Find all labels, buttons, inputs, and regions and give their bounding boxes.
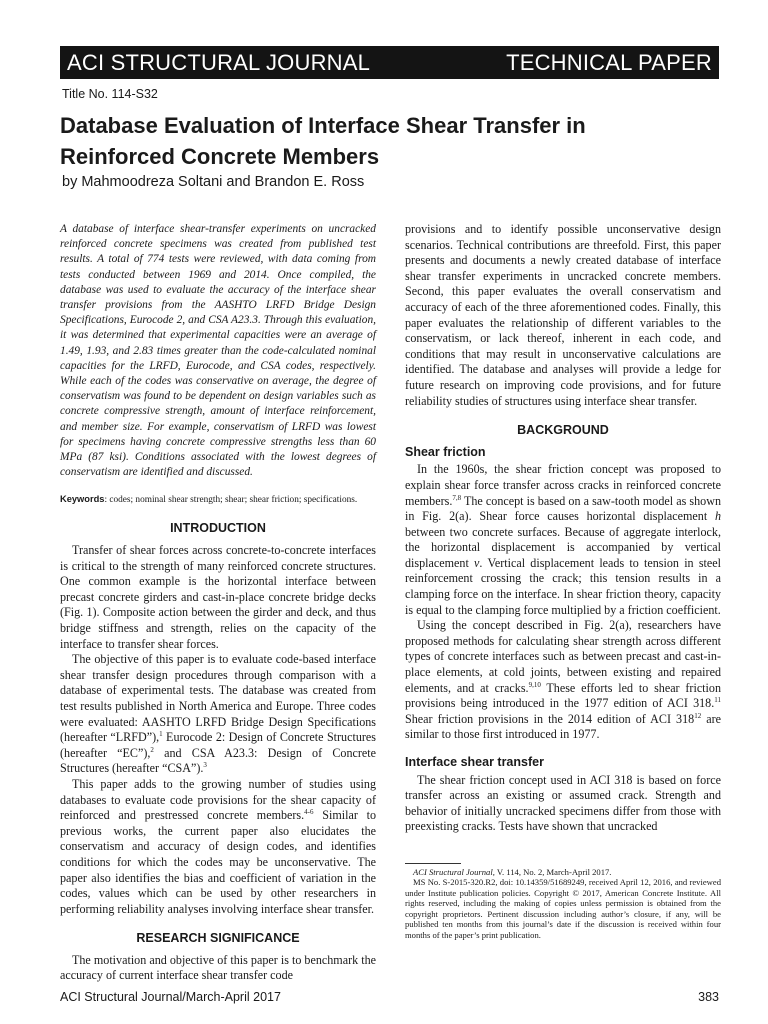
shear-friction-subheading: Shear friction (405, 444, 486, 459)
footer-journal: ACI Structural Journal/March-April 2017 (60, 990, 281, 1004)
introduction-heading: INTRODUCTION (170, 521, 266, 536)
right-column (405, 222, 721, 940)
paper-title: Database Evaluation of Interface Shear Transfer in Reinforced Concrete Members (60, 113, 586, 169)
interface-shear-paragraph: The shear friction concept used in ACI 318 is based on force transfer across an existing or assumed crack. Strength and behavior of initially uncracked specimens differ from those with preexisting cracks. Tests have shown that uncracked (405, 772, 721, 834)
page-footer (60, 990, 719, 1004)
research-significance-continued: provisions and to identify possible unconservative design scenarios. Technical contributions are threefold. First, this paper presents and documents a newly created database of interface shear transfer experiments in uncracked concrete members. Second, this paper evaluates the overall conservatism and accuracy of each of the three aforementioned codes. Finally, this paper evaluates the relationship of different variables to the conservatism, or lack thereof, inherent in each code, and conditions that may result in unconservative calculations are identified. The database and analyses will provide a ledge for future research on improving code provisions, and for future reliability studies of structures using interface shear transfer. (405, 222, 721, 408)
footnote-divider (405, 863, 461, 864)
shear-friction-paragraph-1: In the 1960s, the shear friction concept was proposed to explain shear force transfer across cracks in reinforced concrete members.$^{7,8}$ The concept is based on a saw-tooth model as shown in Fig. 2(a). Shear force causes horizontal displacement h between two concrete surfaces. Because of aggregate interlock, the horizontal displacement is accompanied by vertical displacement v. Vertical displacement leads to tension in steel reinforcement crossing the crack; this tension results in a clamping force on the interface. In shear friction theory, capacity is equal to the clamping force multiplied by a friction coefficient. (405, 462, 721, 617)
authors: by Mahmoodreza Soltani and Brandon E. Ross (62, 174, 365, 190)
interface-shear-transfer-subheading: Interface shear transfer (405, 755, 544, 769)
research-significance-heading: RESEARCH SIGNIFICANCE (136, 931, 300, 946)
intro-paragraph-2: The objective of this paper is to evaluate code-based interface shear transfer design procedures through comparison with a database of experimental tests. The database was created from test results published in North America and Europe. Three codes were evaluated: AASHTO LRFD Bridge Design Specifications (hereafter “LRFD”),$^1$ Eurocode 2: Design of Concrete Structures (hereafter “EC”),$^2$ and CSA A23.3: Design of Concrete Structures (hereafter “CSA”).$^3$ (60, 652, 376, 776)
title-number: Title No. 114-S32 (62, 87, 158, 101)
intro-paragraph-1: Transfer of shear forces across concrete-to-concrete interfaces is critical to the strength of many reinforced concrete structures. One common example is the horizontal interface between precast concrete girders and cast-in-place concrete bridge decks (Fig. 1). Composite action between the girder and deck, and thus bridge stiffness and strength, relies on the capacity of the interface to transfer shear forces. (60, 543, 376, 651)
shear-friction-paragraph-2: Using the concept described in Fig. 2(a), researchers have proposed methods for calculating shear strength across different types of concrete interfaces such as between precast and cast-in-place elements, at cold joints, between existing and repaired elements, and at cracks.$^{9,10}$ These efforts led to shear friction provisions being introduced in the 1977 edition of ACI 318.11 Shear friction provisions in the 2014 edition of ACI $318^{12}$ are similar to those first introduced in 1977. (405, 618, 721, 742)
keywords (60, 493, 376, 507)
intro-paragraph-3: This paper adds to the growing number of studies using databases to evaluate code provisions for the shear capacity of reinforced and prestressed concrete members.$^{4-6}$ Similar to previous works, the current paper also elucidates the conservatism and accuracy of design codes, and identifies conditions for which the codes may be unconservative. The paper also identifies the bias and coefficient of variation in the codes, values which can be used by other researchers in performing reliability analyses involving interface shear transfer. (60, 776, 376, 916)
keywords-text: : codes; nominal shear strength; shear; shear friction; specifications. (104, 495, 358, 506)
paper-type: TECHNICAL PAPER (506, 49, 712, 75)
journal-name: ACI STRUCTURAL JOURNAL (67, 49, 371, 75)
keywords-label: Keywords (60, 494, 105, 505)
left-column (60, 222, 376, 984)
abstract: A database of interface shear-transfer experiments on uncracked reinforced concrete specimens was created from published test results. A total of 774 tests were reviewed, with data coming from tests conducted between 1969 and 2014. Once compiled, the database was used to evaluate the accuracy of the interface shear transfer provisions from the AASHTO LRFD Bridge Design Specifications, Eurocode 2, and CSA A23.3. Through this evaluation, it was determined that experimental capacities were an average of 1.49, 1.93, and 2.83 times greater than the code-calculated nominal capacities for the LRFD, Eurocode, and CSA codes, respectively. While each of the codes was conservative on average, the degree of conservatism was found to be dependent on design variables such as concrete compressive strength, amount of interface reinforcement, and member size. For example, conservatism of LRFD was lowest for specimens having concrete compressive strengths less than 60 MPa (87 ksi). Conditions associated with the lowest degrees of conservatism are identified and discussed. (60, 223, 376, 479)
journal-banner (60, 46, 719, 79)
footnote: ACI Structural Journal, V. 114, No. 2, March-April 2017. MS No. S-2015-320.R2, doi: 10.14359/51689249, received April 12, 2016, and reviewed under Institute publication policies. Copyright © 2017, American Concrete Institute. All rights reserved, including the making of copies unless permission is obtained from the copyright proprietors. Pertinent discussion including author’s closure, if any, will be published ten months from this journal’s date if the discussion is received within four months of the paper’s print publication. (405, 866, 721, 940)
page-number: 383 (698, 990, 719, 1004)
background-heading: BACKGROUND (517, 423, 609, 438)
research-significance-paragraph: The motivation and objective of this paper is to benchmark the accuracy of current interface shear transfer code (60, 952, 376, 983)
